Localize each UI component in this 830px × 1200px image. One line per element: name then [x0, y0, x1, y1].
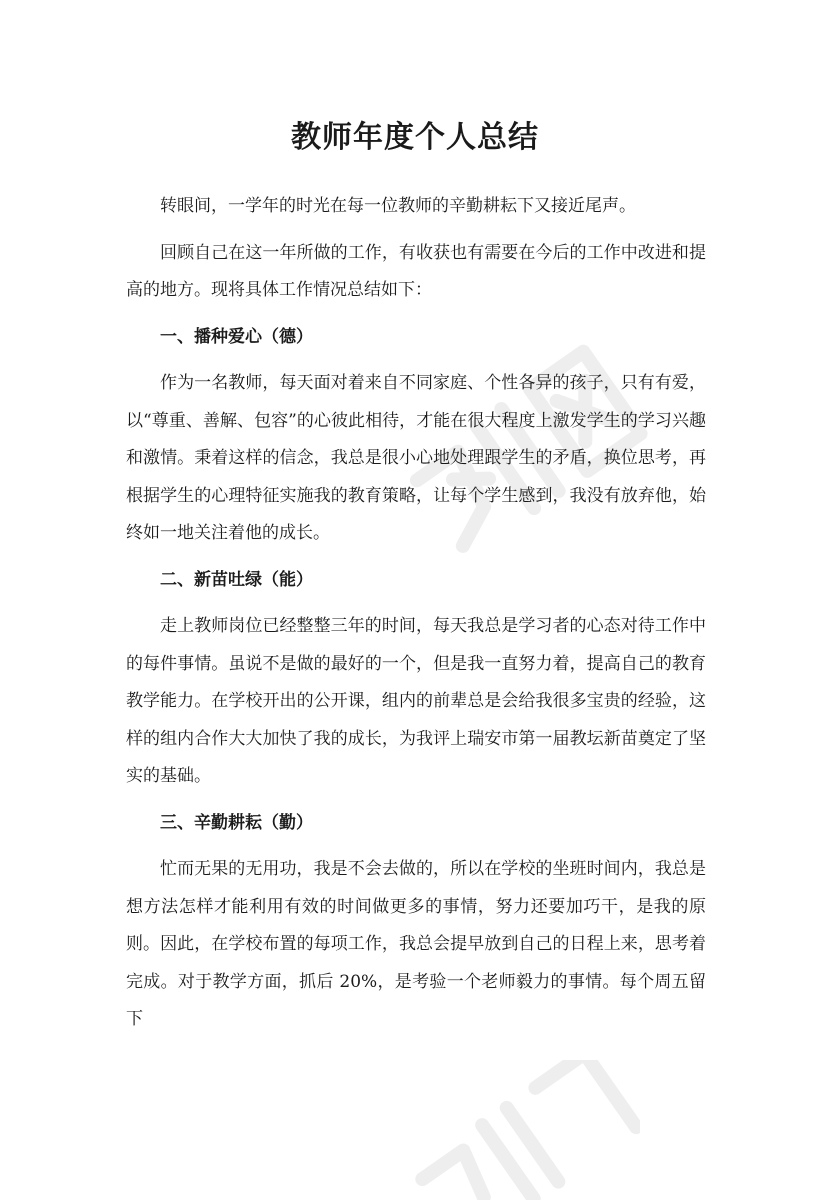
paragraph: 转眼间，一学年的时光在每一位教师的辛勤耕耘下又接近尾声。 [160, 196, 636, 216]
paragraph: 作为一名教师，每天面对着来自不同家庭、个性各异的孩子，只有有爱，以“尊重、善解、包容”的心彼此相待，才能在很大程度上激发学生的学习兴趣和激情。秉着这样的信念，我总是很小心地处理跟学生的矛盾，换位思考，再根据学生的心理特征实施我的教育策略，让每个学生感到，我没有放弃他，始终如一地关注着他的成长。 [126, 373, 706, 543]
watermark-bottom-icon [380, 1060, 640, 1200]
section-heading: 二、新苗吐绿（能） [160, 569, 313, 590]
paragraph: 走上教师岗位已经整整三年的时间，每天我总是学习者的心态对待工作中的每件事情。虽说不是做的最好的一个，但是我一直努力着，提高自己的教育教学能力。在学校开出的公开课，组内的前辈总是会给我很多宝贵的经验，这样的组内合作大大加快了我的成长，为我评上瑞安市第一届教坛新苗奠定了坚实的基础。 [126, 616, 706, 786]
paragraph: 回顾自己在这一年所做的工作，有收获也有需要在今后的工作中改进和提高的地方。现将具体工作情况总结如下： [126, 242, 706, 300]
document-body [126, 188, 706, 1048]
paragraph: 忙而无果的无用功，我是不会去做的，所以在学校的坐班时间内，我总是想方法怎样才能利用有效的时间做更多的事情，努力还要加巧干，是我的原则。因此，在学校布置的每项工作，我总会提早放到自己的日程上来，思考着完成。对于教学方面，抓后 20%，是考验一个老师毅力的事情。每个周五留下 [126, 859, 706, 1029]
document-title: 教师年度个人总结 [291, 120, 539, 155]
section-heading: 三、辛勤耕耘（勤） [160, 812, 313, 833]
section-heading: 一、播种爱心（德） [160, 326, 313, 347]
